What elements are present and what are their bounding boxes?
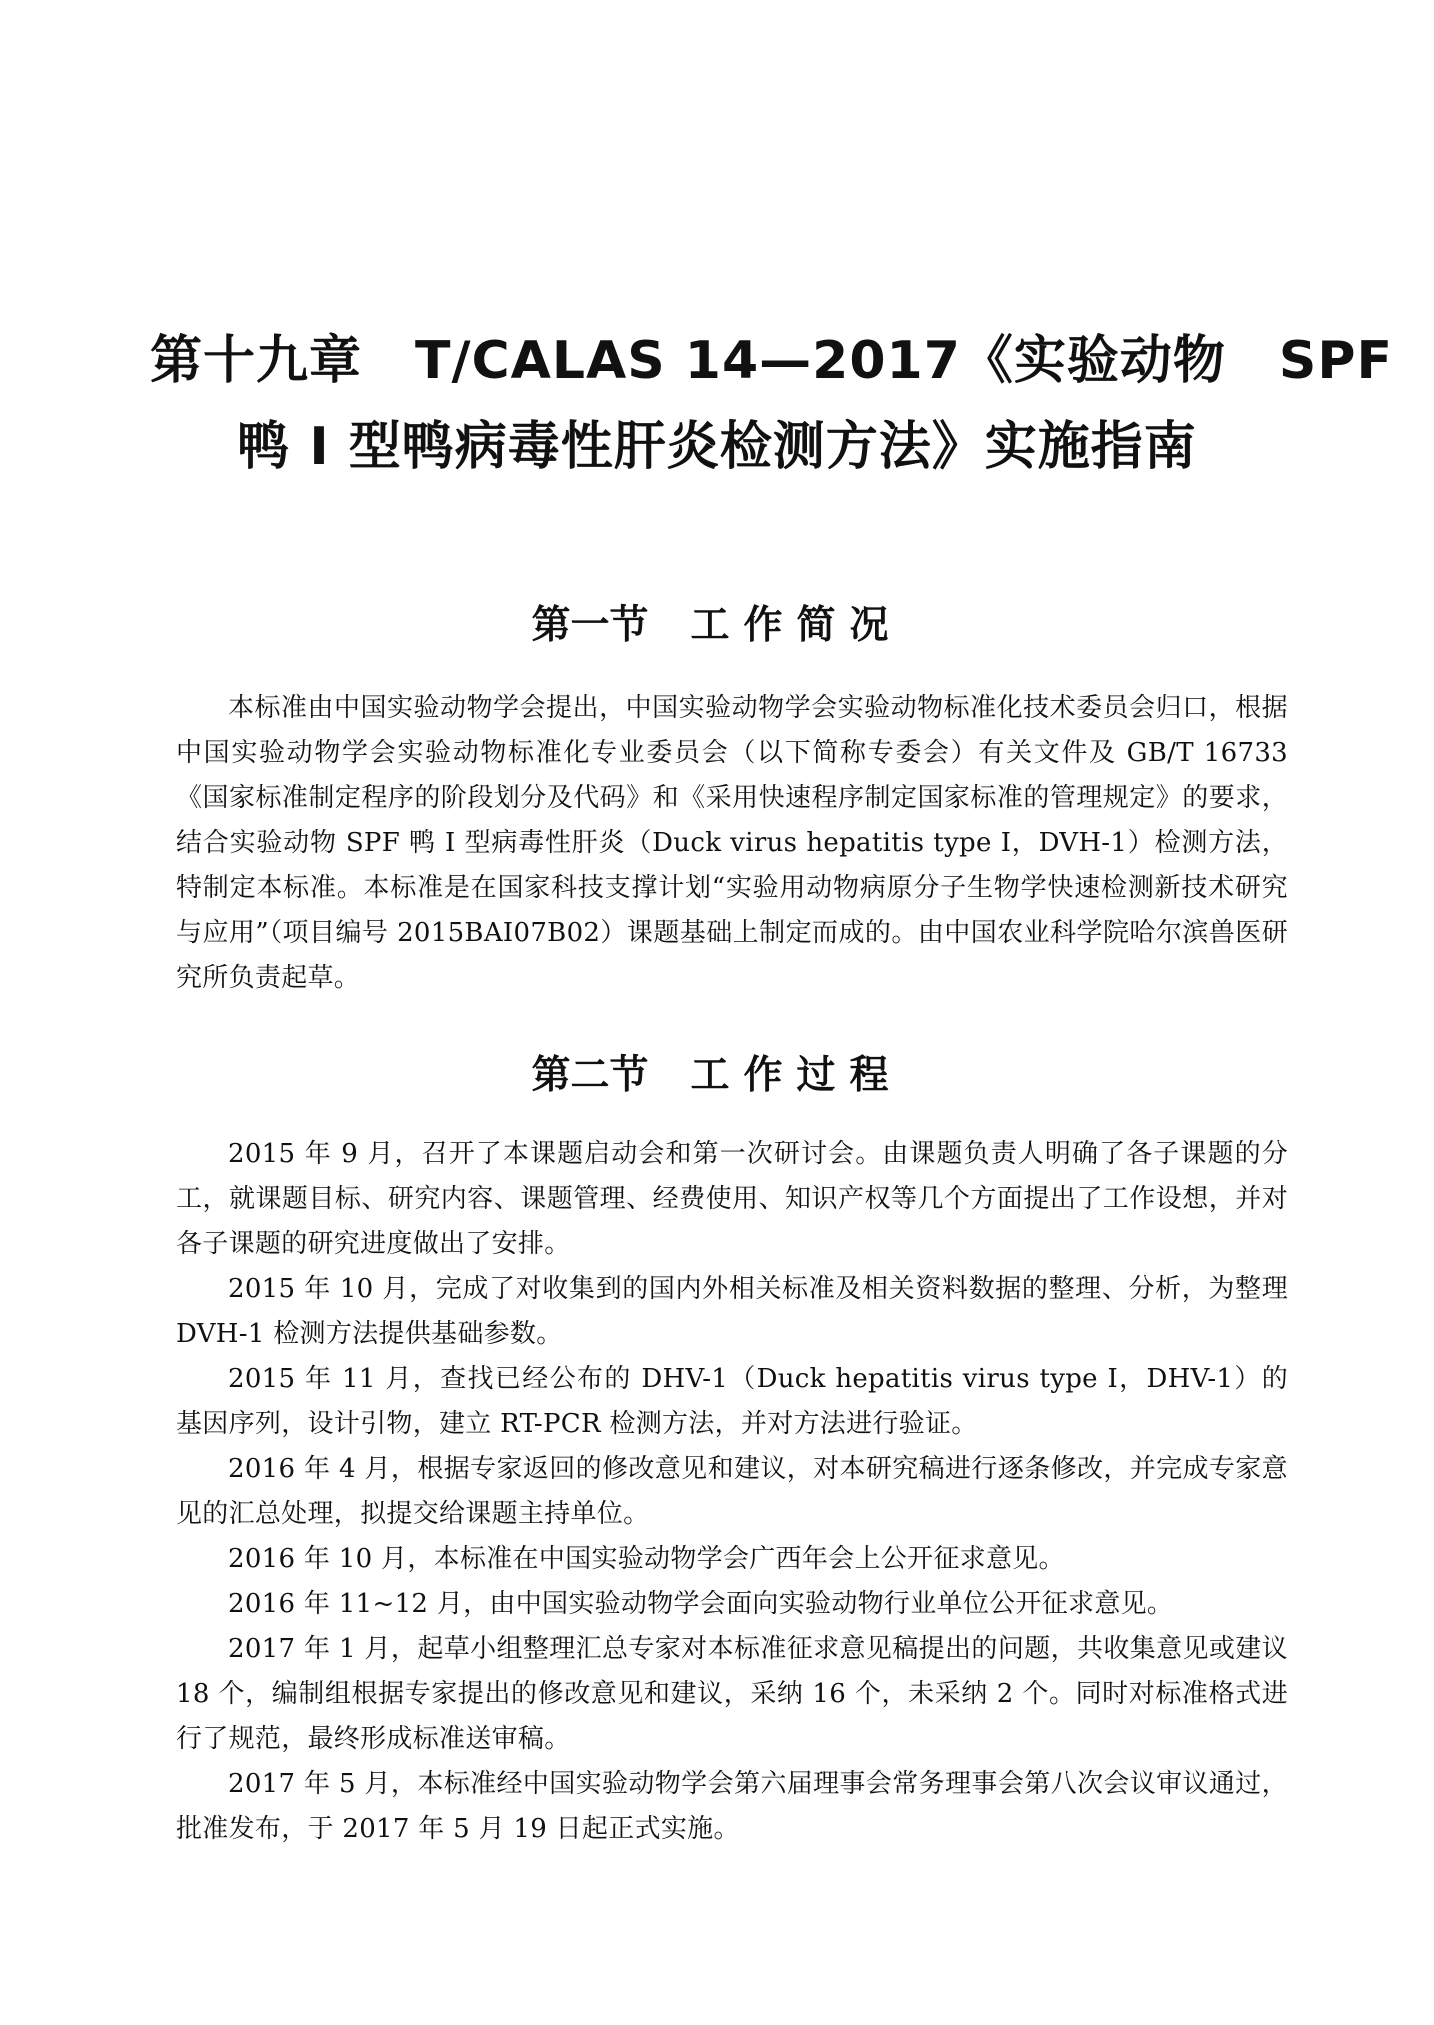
section-2-body	[176, 1132, 1288, 1852]
paragraph: 本标准由中国实验动物学会提出，中国实验动物学会实验动物标准化技术委员会归口，根据中国实验动物学会实验动物标准化专业委员会（以下简称专委会）有关文件及 GB/T 16733《国家标准制定程序的阶段划分及代码》和《采用快速程序制定国家标准的管理规定》的要求，结合实验动物 SPF 鸭 I 型病毒性肝炎（Duck virus hepatitis type I，DVH-1）检测方法，特制定本标准。本标准是在国家科技支撑计划“实验用动物病原分子生物学快速检测新技术研究与应用”（项目编号 2015BAI07B02）课题基础上制定而成的。由中国农业科学院哈尔滨兽医研究所负责起草。	[176, 693, 1288, 993]
paragraph: 2017 年 1 月，起草小组整理汇总专家对本标准征求意见稿提出的问题，共收集意见或建议 18 个，编制组根据专家提出的修改意见和建议，采纳 16 个，未采纳 2 个。同时对标准格式进行了规范，最终形成标准送审稿。	[176, 1634, 1288, 1754]
section-heading-2	[150, 1046, 1284, 1106]
paragraph: 2016 年 4 月，根据专家返回的修改意见和建议，对本研究稿进行逐条修改，并完成专家意见的汇总处理，拟提交给课题主持单位。	[176, 1454, 1288, 1529]
chapter-title	[150, 318, 1393, 490]
section-1-body	[176, 686, 1288, 1001]
section-name: 工作简况	[690, 603, 903, 648]
paragraph: 2015 年 10 月，完成了对收集到的国内外相关标准及相关资料数据的整理、分析，为整理 DVH-1 检测方法提供基础参数。	[176, 1274, 1288, 1349]
section-name: 工作过程	[690, 1053, 903, 1098]
section-number: 第一节	[531, 603, 649, 648]
chapter-title-line-2: 鸭 I 型鸭病毒性肝炎检测方法》实施指南	[237, 417, 1197, 477]
paragraph: 2017 年 5 月，本标准经中国实验动物学会第六届理事会常务理事会第八次会议审议通过，批准发布，于 2017 年 5 月 19 日起正式实施。	[176, 1769, 1288, 1844]
paragraph: 2016 年 10 月，本标准在中国实验动物学会广西年会上公开征求意见。	[228, 1544, 1065, 1574]
paragraph: 2015 年 9 月，召开了本课题启动会和第一次研讨会。由课题负责人明确了各子课题的分工，就课题目标、研究内容、课题管理、经费使用、知识产权等几个方面提出了工作设想，并对各子课题的研究进度做出了安排。	[176, 1139, 1288, 1259]
paragraph: 2015 年 11 月，查找已经公布的 DHV-1（Duck hepatitis virus type I，DHV-1）的基因序列，设计引物，建立 RT-PCR 检测方法，并对方法进行验证。	[176, 1364, 1288, 1439]
paragraph: 2016 年 11~12 月，由中国实验动物学会面向实验动物行业单位公开征求意见。	[228, 1589, 1174, 1619]
chapter-title-line-1: 第十九章 T/CALAS 14—2017《实验动物 SPF	[150, 331, 1393, 391]
section-heading-1	[150, 596, 1284, 656]
section-number: 第二节	[531, 1053, 649, 1098]
